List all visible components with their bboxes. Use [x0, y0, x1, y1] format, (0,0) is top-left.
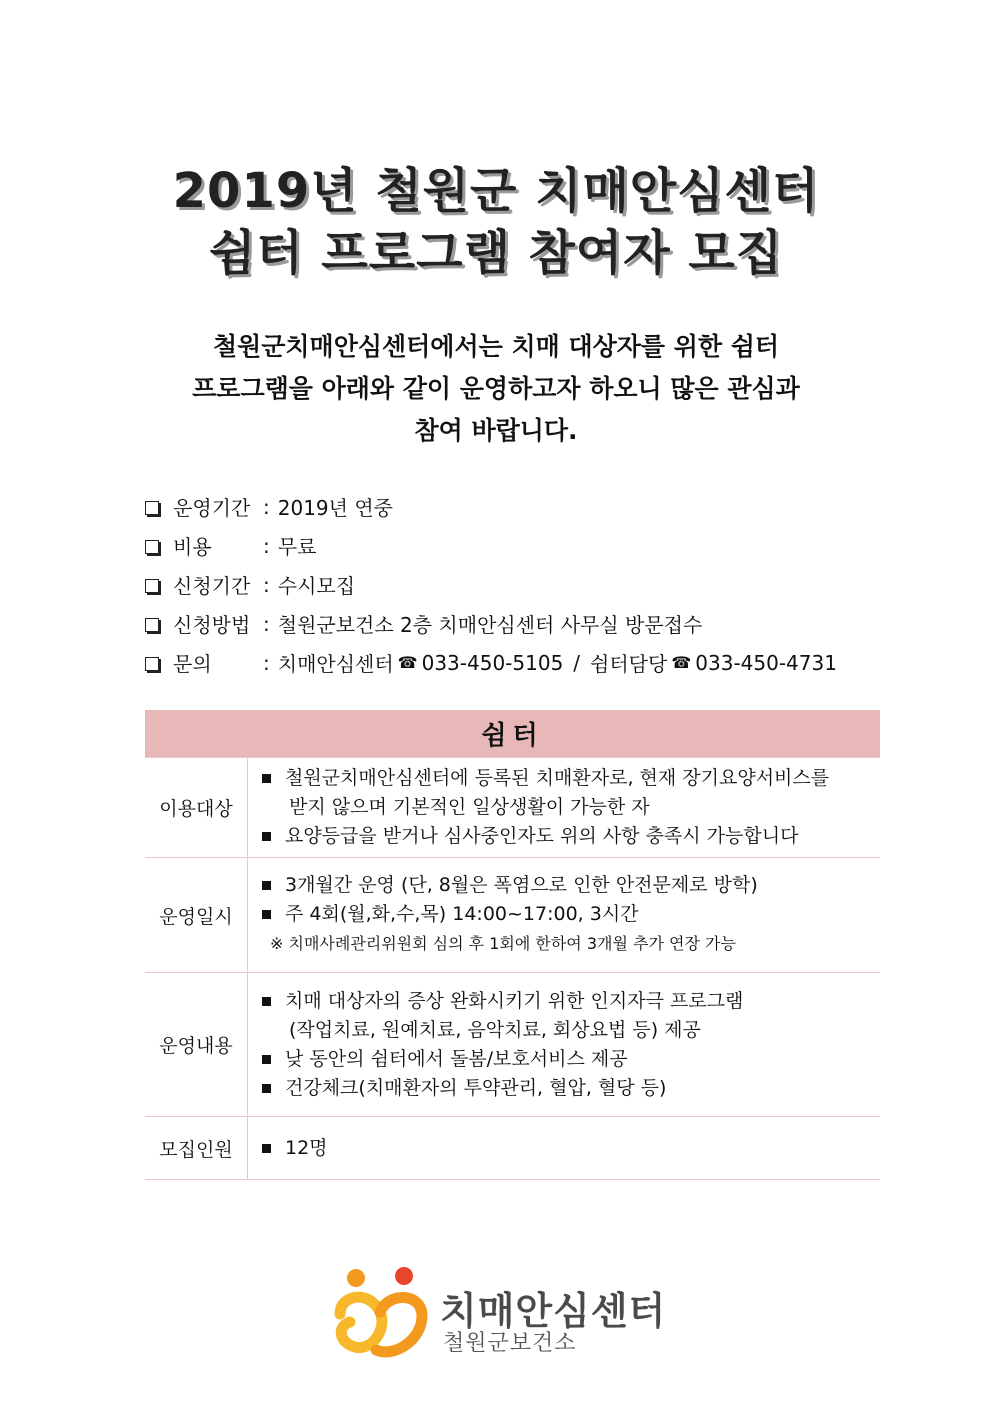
- title-line-1: 2019년 철원군 치매안심센터: [172, 163, 820, 219]
- phone-icon: ☎: [397, 653, 418, 672]
- bullet-text: 낮 동안의 쉼터에서 돌봄/보호서비스 제공: [285, 1047, 628, 1070]
- bullet-text: 주 4회(월,화,수,목) 14:00~17:00, 3시간: [285, 903, 639, 925]
- info-label: 비용: [173, 535, 212, 559]
- bullet-line: [262, 1045, 880, 1074]
- table-row: [145, 858, 880, 973]
- bullet-text: 12명: [285, 1136, 328, 1159]
- bullet-line: [262, 900, 880, 929]
- bullet-text: 건강체크(치매환자의 투약관리, 혈압, 혈당 등): [285, 1076, 667, 1099]
- title-line-2: 쉼터 프로그램 참여자 모집: [208, 225, 784, 281]
- row-label: 운영일시: [145, 858, 248, 973]
- checkbox-bullet-icon: [145, 657, 159, 671]
- bullet-line: [262, 1074, 880, 1103]
- colon-separator: :: [263, 572, 270, 597]
- square-bullet-icon: [262, 1055, 271, 1064]
- table-row: [145, 1117, 880, 1180]
- square-bullet-icon: [262, 881, 271, 890]
- bullet-line: [262, 871, 880, 900]
- contact-phone-a: 033-450-5105: [421, 650, 564, 675]
- square-bullet-icon: [262, 832, 271, 841]
- intro-line-3: 참여 바랍니다.: [414, 416, 578, 445]
- bullet-line: [262, 822, 880, 851]
- row-label: 모집인원: [145, 1117, 248, 1180]
- bullet-line: [262, 1134, 880, 1163]
- logo-ribbon-left: [340, 1297, 382, 1347]
- info-label: 운영기간: [173, 496, 251, 520]
- colon-separator: :: [263, 650, 270, 675]
- table-row: [145, 973, 880, 1117]
- colon-separator: :: [263, 494, 270, 519]
- bullet-line: [262, 764, 880, 793]
- row-body: [248, 973, 881, 1117]
- page-title: [0, 160, 992, 284]
- intro-line-1: 철원군치매안심센터에서는 치매 대상자를 위한 쉼터: [212, 332, 780, 361]
- bullet-text: 받지 않으며 기본적인 일상생활이 가능한 자: [289, 796, 650, 818]
- info-value: 수시모집: [277, 574, 356, 598]
- bullet-text: 요양등급을 받거나 심사중인자도 위의 사항 충족시 가능합니다: [285, 825, 799, 847]
- row-body: [248, 1117, 881, 1180]
- contact-name-b: 쉼터담당: [590, 652, 668, 676]
- row-body: [248, 858, 881, 973]
- row-label: 이용대상: [145, 758, 248, 858]
- contact-name-a: 치매안심센터: [277, 652, 394, 676]
- info-label: 신청방법: [173, 613, 251, 637]
- square-bullet-icon: [262, 910, 271, 919]
- bullet-continuation: [262, 1016, 880, 1045]
- contact-divider: /: [573, 650, 581, 675]
- logo-sub: 철원군보건소: [443, 1331, 577, 1356]
- info-value: 2019년 연중: [277, 496, 393, 520]
- info-value: 철원군보건소 2층 치매안심센터 사무실 방문접수: [277, 613, 703, 637]
- bullet-text: 치매 대상자의 증상 완화시키기 위한 인지자극 프로그램: [285, 989, 744, 1012]
- checkbox-bullet-icon: [145, 540, 159, 554]
- checkbox-bullet-icon: [145, 579, 159, 593]
- bullet-text: 철원군치매안심센터에 등록된 치매환자로, 현재 장기요양서비스를: [285, 767, 830, 789]
- info-item-apply-method: [145, 604, 905, 643]
- bullet-line: [262, 987, 880, 1016]
- colon-separator: :: [263, 533, 270, 558]
- info-item-cost: [145, 526, 905, 565]
- logo-name: 치매안심센터: [440, 1289, 667, 1333]
- square-bullet-icon: [262, 1084, 271, 1093]
- note-text: ※ 치매사례관리위원회 심의 후 1회에 한하여 3개월 추가 연장 가능: [270, 934, 736, 953]
- contact-phone-b: 033-450-4731: [695, 650, 837, 675]
- info-item-contact: [145, 643, 905, 682]
- bullet-continuation: [262, 793, 880, 822]
- checkbox-bullet-icon: [145, 501, 159, 515]
- logo-head-left: [347, 1269, 365, 1287]
- info-label: 신청기간: [173, 574, 251, 598]
- table-header: 쉼터: [145, 710, 880, 758]
- square-bullet-icon: [262, 1144, 271, 1153]
- logo-head-right: [395, 1267, 413, 1285]
- square-bullet-icon: [262, 774, 271, 783]
- info-list: [145, 487, 905, 682]
- info-item-period: [145, 487, 905, 526]
- checkbox-bullet-icon: [145, 618, 159, 632]
- colon-separator: :: [263, 611, 270, 636]
- table-row: [145, 758, 880, 858]
- info-value: 무료: [277, 535, 317, 559]
- shelter-table: [145, 710, 880, 1180]
- info-label: 문의: [173, 652, 212, 676]
- phone-icon: ☎: [671, 653, 692, 672]
- row-label: 운영내용: [145, 973, 248, 1117]
- bullet-text: (작업치료, 원예치료, 음악치료, 회상요법 등) 제공: [289, 1018, 701, 1041]
- bullet-text: 3개월간 운영 (단, 8월은 폭염으로 인한 안전문제로 방학): [285, 874, 758, 896]
- info-item-apply-period: [145, 565, 905, 604]
- intro-text: [0, 326, 992, 452]
- row-body: [248, 758, 881, 858]
- square-bullet-icon: [262, 997, 271, 1006]
- intro-line-2: 프로그램을 아래와 같이 운영하고자 하오니 많은 관심과: [192, 374, 800, 403]
